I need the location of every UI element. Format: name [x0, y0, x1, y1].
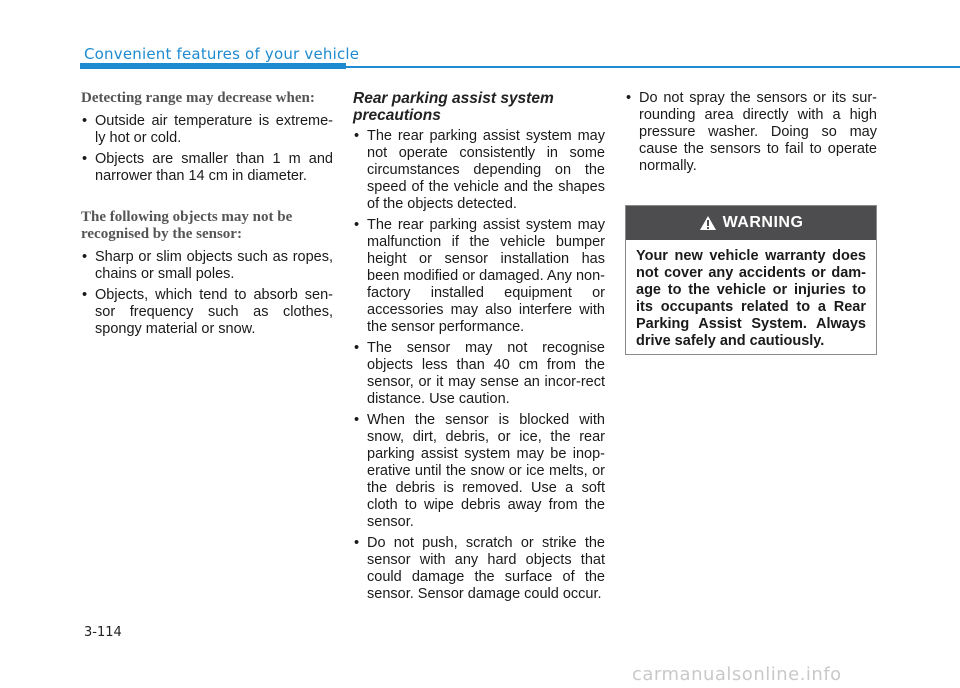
column-middle [353, 90, 605, 607]
warning-triangle-icon [699, 215, 717, 231]
list-item: • Outside air temperature is extreme-ly hot or cold. [81, 113, 333, 147]
watermark-text: carmanualsonline.info [632, 664, 842, 685]
subheading-detecting-range: Detecting range may decrease when: [81, 90, 315, 106]
page-number: 3-114 [84, 625, 122, 640]
warning-header [626, 206, 876, 240]
list-item: • The rear parking assist system may not operate consistently in some circumstances depending on the speed of the vehicle and the shapes of the objects detected. [353, 128, 605, 213]
section-header-title: Convenient features of your vehicle [84, 45, 360, 63]
list-item: • When the sensor is blocked with snow, dirt, debris, or ice, the rear parking assist system may be inop-erative until the snow or ice melts, or the debris is removed. Use a soft cloth to wipe debris away from the sensor. [353, 412, 605, 531]
list-item: • Do not spray the sensors or its sur-rounding area directly with a high pressure washer. Doing so may cause the sensors to fail to operate normally. [625, 90, 877, 175]
subheading-unrecognised-objects: The following objects may not be recognised by the sensor: [81, 209, 293, 242]
list-item: • Sharp or slim objects such as ropes, chains or small poles. [81, 249, 333, 283]
warning-label: WARNING [722, 214, 804, 231]
list-item: • Objects are smaller than 1 m and narrower than 14 cm in diameter. [81, 151, 333, 185]
precautions-list [353, 128, 605, 603]
unrecognised-objects-list [81, 249, 333, 338]
header-rule-line [346, 66, 960, 68]
column-left [81, 90, 333, 342]
spray-precaution-list [625, 90, 877, 175]
detecting-range-list [81, 113, 333, 185]
header-accent-bar [80, 63, 346, 69]
warning-text: Your new vehicle warranty does not cover any accidents or dam-age to the vehicle or injuries to its occupants related to a Rear Parking Assist System. Always drive safely and cautiously. [636, 248, 866, 349]
column-right [625, 90, 877, 179]
section-title-precautions: Rear parking assist system precautions [353, 90, 554, 124]
list-item: • The sensor may not recognise objects less than 40 cm from the sensor, or it may sense an incor-rect distance. Use caution. [353, 340, 605, 408]
list-item: • Do not push, scratch or strike the sensor with any hard objects that could damage the surface of the sensor. Sensor damage could occur. [353, 535, 605, 603]
list-item: • Objects, which tend to absorb sen-sor frequency such as clothes, spongy material or snow. [81, 287, 333, 338]
list-item: • The rear parking assist system may malfunction if the vehicle bumper height or sensor installation has been modified or damaged. Any non-factory installed equipment or accessories may also interfere with the sensor performance. [353, 217, 605, 336]
warning-box [625, 205, 877, 355]
